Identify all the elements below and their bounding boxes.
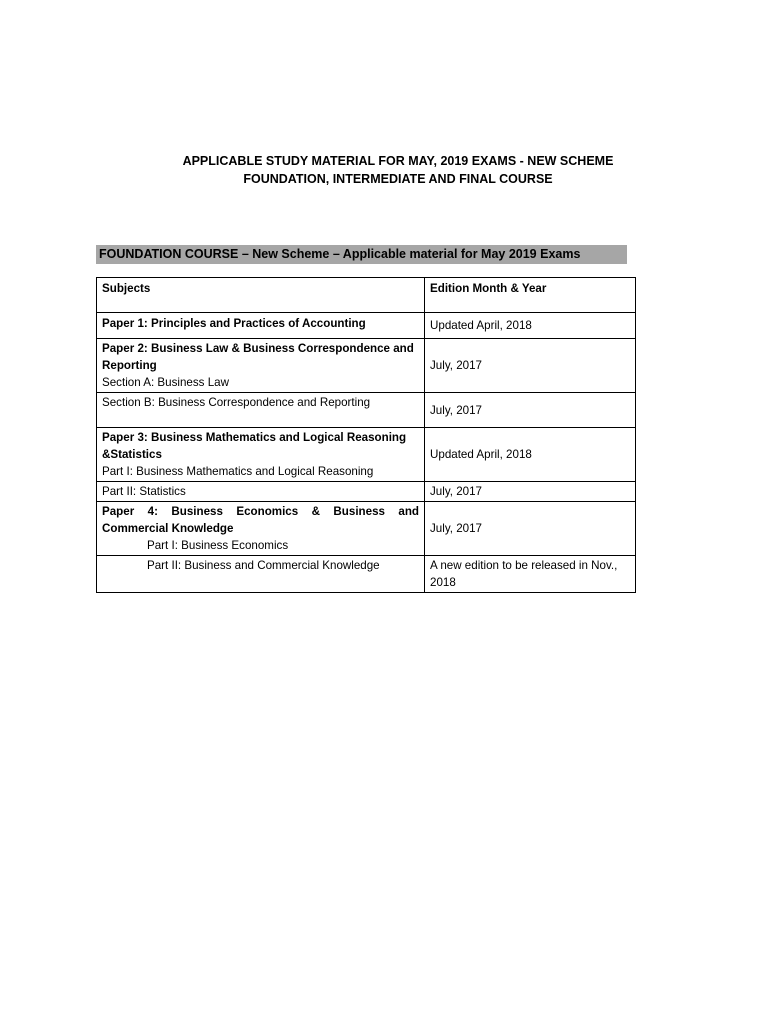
table-row xyxy=(97,428,636,482)
subject-subsection: Part II: Business and Commercial Knowledge xyxy=(147,559,380,572)
edition-cell: Updated April, 2018 xyxy=(425,428,636,482)
subject-cell xyxy=(97,502,425,556)
table-header-row xyxy=(97,278,636,313)
edition-cell: A new edition to be released in Nov., 2018 xyxy=(425,556,636,593)
subject-cell xyxy=(97,556,425,593)
table-row xyxy=(97,393,636,428)
section-header: FOUNDATION COURSE – New Scheme – Applicable material for May 2019 Exams xyxy=(96,245,627,264)
subject-title: Paper 3: Business Mathematics and Logical Reasoning &Statistics xyxy=(102,431,407,461)
table-row xyxy=(97,482,636,502)
title-line-2: FOUNDATION, INTERMEDIATE AND FINAL COURSE xyxy=(243,172,553,186)
table-row xyxy=(97,502,636,556)
edition-cell: July, 2017 xyxy=(425,393,636,428)
header-subjects: Subjects xyxy=(97,278,425,313)
edition-cell: Updated April, 2018 xyxy=(425,313,636,339)
title-line-1: APPLICABLE STUDY MATERIAL FOR MAY, 2019 EXAMS - NEW SCHEME xyxy=(182,154,614,168)
edition-cell: July, 2017 xyxy=(425,339,636,393)
table-row xyxy=(97,313,636,339)
header-edition: Edition Month & Year xyxy=(425,278,636,313)
table-row xyxy=(97,339,636,393)
subject-title: Paper 2: Business Law & Business Correspondence and Reporting xyxy=(102,342,414,372)
subject-title: Paper 4: Business Economics & Business and Commercial Knowledge xyxy=(102,505,419,535)
edition-cell: July, 2017 xyxy=(425,482,636,502)
subject-cell: Paper 1: Principles and Practices of Accounting xyxy=(97,313,425,339)
subject-subsection: Part I: Business Economics xyxy=(147,539,289,552)
subject-subsection: Section A: Business Law xyxy=(102,376,229,389)
table-row xyxy=(97,556,636,593)
study-material-table xyxy=(96,277,636,593)
subject-cell xyxy=(97,339,425,393)
subject-subsection: Part I: Business Mathematics and Logical Reasoning xyxy=(102,465,374,478)
page-title xyxy=(96,152,700,188)
subject-cell: Section B: Business Correspondence and Reporting xyxy=(97,393,425,428)
subject-cell: Part II: Statistics xyxy=(97,482,425,502)
edition-cell: July, 2017 xyxy=(425,502,636,556)
subject-cell xyxy=(97,428,425,482)
